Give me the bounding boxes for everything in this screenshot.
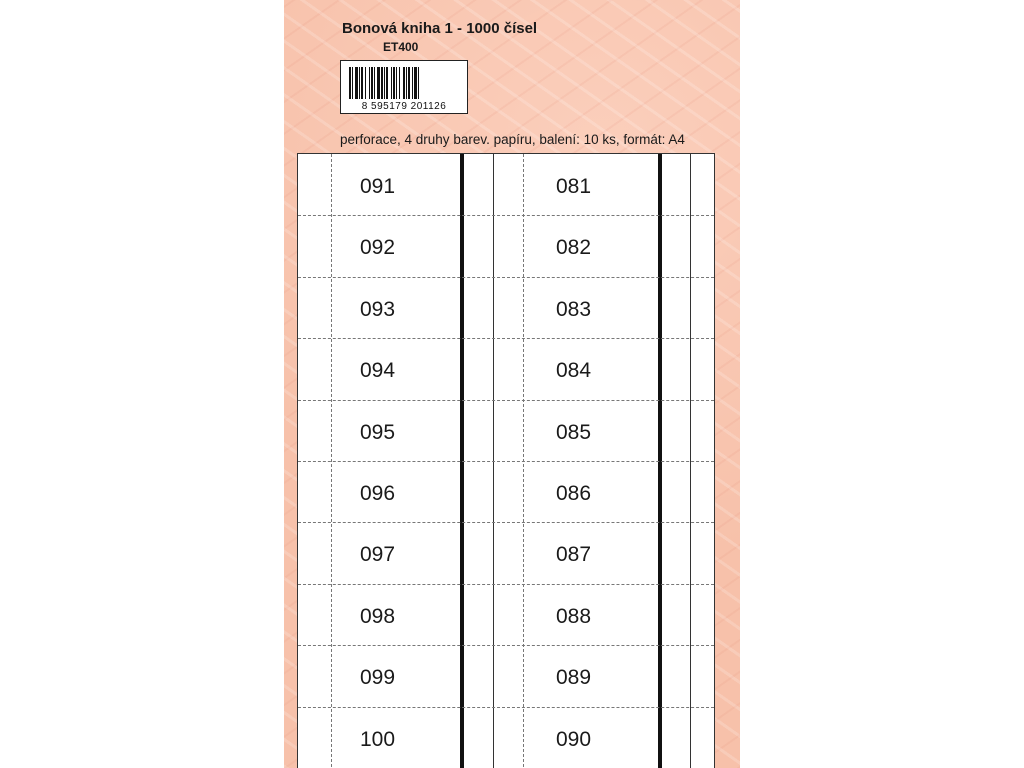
ticket-number-right: 084 xyxy=(556,359,592,383)
row-perforation xyxy=(298,277,714,278)
ticket-number-left: 092 xyxy=(360,236,396,260)
barcode-bar xyxy=(377,67,380,99)
row-perforation xyxy=(298,707,714,708)
row-perforation xyxy=(298,400,714,401)
barcode-bar xyxy=(414,67,417,99)
barcode-bar xyxy=(352,67,353,99)
barcode-bars xyxy=(347,67,463,99)
ticket-sheet xyxy=(297,153,715,768)
barcode-bar xyxy=(371,67,373,99)
barcode-bar xyxy=(418,67,419,99)
ticket-number-right: 087 xyxy=(556,543,592,567)
barcode-bar xyxy=(386,67,388,99)
barcode-bar xyxy=(374,67,375,99)
ticket-number-right: 082 xyxy=(556,236,592,260)
barcode-bar xyxy=(393,67,395,99)
product-cover xyxy=(284,0,740,768)
product-code: ET400 xyxy=(383,40,419,54)
row-perforation xyxy=(298,584,714,585)
row-perforation xyxy=(298,338,714,339)
barcode-bar xyxy=(408,67,410,99)
ticket-number-left: 094 xyxy=(360,359,396,383)
row-perforation xyxy=(298,461,714,462)
barcode-bar xyxy=(399,67,400,99)
ticket-number-left: 091 xyxy=(360,175,396,198)
ticket-number-left: 093 xyxy=(360,297,396,321)
ticket-number-right: 083 xyxy=(556,297,592,321)
ticket-number-right: 081 xyxy=(556,175,592,198)
ticket-number-left: 096 xyxy=(360,482,396,505)
barcode-bar xyxy=(396,67,397,99)
barcode xyxy=(340,60,468,114)
row-perforation xyxy=(298,522,714,523)
ticket-number-right: 088 xyxy=(556,604,592,628)
barcode-bar xyxy=(403,67,405,99)
barcode-bar xyxy=(359,67,360,99)
barcode-bar xyxy=(384,67,385,99)
barcode-bar xyxy=(381,67,383,99)
ticket-number-left: 099 xyxy=(360,666,396,690)
barcode-number: 8 595179 201126 xyxy=(361,101,447,112)
ticket-number-right: 089 xyxy=(556,666,592,690)
product-description: perforace, 4 druhy barev. papíru, balení: 10 ks, formát: A4 xyxy=(340,132,685,147)
row-perforation xyxy=(298,645,714,646)
ticket-number-left: 095 xyxy=(360,420,396,444)
ticket-number-right: 090 xyxy=(556,727,592,751)
ticket-number-left: 097 xyxy=(360,543,396,567)
ticket-number-left: 098 xyxy=(360,604,396,628)
ticket-number-left: 100 xyxy=(360,727,396,751)
barcode-bar xyxy=(355,67,358,99)
ticket-number-right: 085 xyxy=(556,420,592,444)
barcode-bar xyxy=(365,67,366,99)
barcode-bar xyxy=(349,67,351,99)
row-perforation xyxy=(298,215,714,216)
ticket-number-right: 086 xyxy=(556,482,592,505)
product-title: Bonová kniha 1 - 1000 čísel xyxy=(342,20,538,37)
barcode-bar xyxy=(391,67,392,99)
barcode-bar xyxy=(406,67,407,99)
barcode-bar xyxy=(369,67,370,99)
barcode-bar xyxy=(412,67,413,99)
barcode-bar xyxy=(361,67,363,99)
